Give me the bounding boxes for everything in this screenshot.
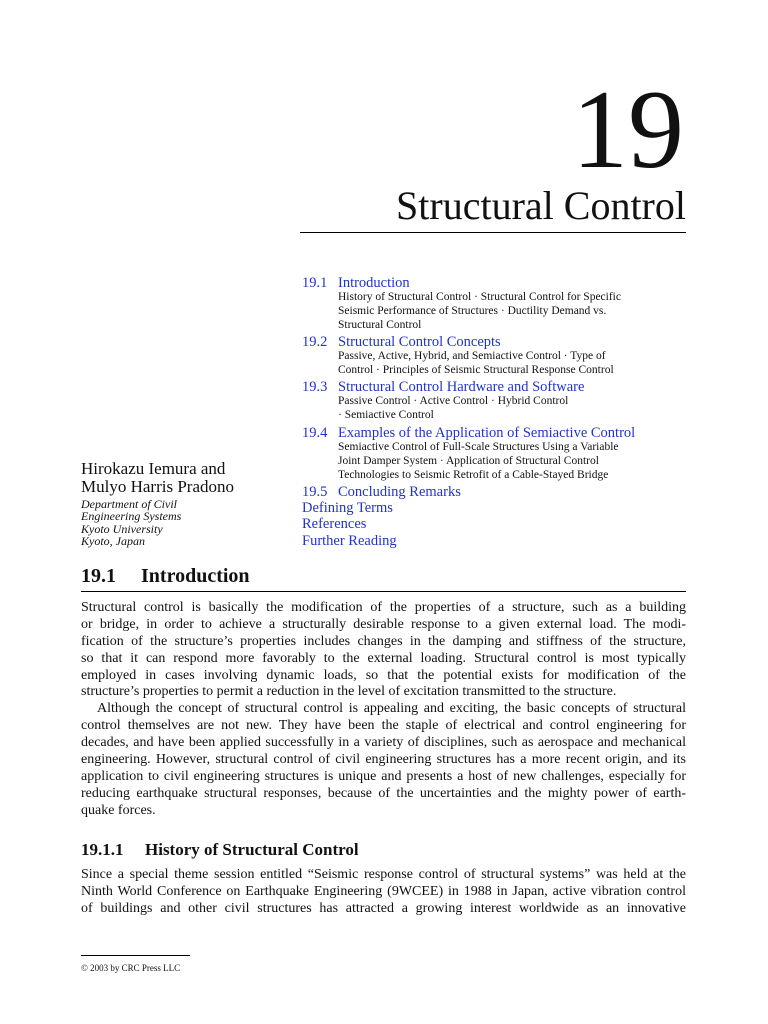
- toc-entry-description: Joint Damper System · Application of Structural Control: [338, 455, 599, 467]
- toc-entry-description: Control · Principles of Seismic Structural Response Control: [338, 364, 614, 376]
- toc-entry-number[interactable]: 19.5: [302, 484, 328, 500]
- section-body: [81, 600, 686, 820]
- toc-entry-concluding-remarks[interactable]: [302, 484, 461, 500]
- toc-entry-description: Seismic Performance of Structures · Ductility Demand vs.: [338, 305, 607, 317]
- toc-entry-description: Technologies to Seismic Retrofit of a Cable-Stayed Bridge: [338, 469, 609, 481]
- toc-entry-number[interactable]: 19.1: [302, 275, 328, 291]
- body-line: control themselves are not new. They have been the staple of electrical and control engineering for: [81, 718, 686, 734]
- toc-entry-number[interactable]: 19.2: [302, 334, 328, 350]
- chapter-number: 19: [572, 68, 684, 192]
- affiliation-line: Kyoto University: [81, 521, 163, 536]
- toc-entry-further-reading[interactable]: Further Reading: [302, 533, 397, 549]
- affiliation-line: Kyoto, Japan: [81, 534, 145, 549]
- toc-entry-defining-terms[interactable]: Defining Terms: [302, 500, 393, 516]
- toc-entry-description: Structural Control: [338, 319, 422, 331]
- chapter-title: Structural Control: [396, 183, 686, 228]
- body-line: employed in cases involving dynamic loads, so that the potential exists for modification of the: [81, 667, 686, 683]
- toc-entry-title[interactable]: Structural Control Concepts: [338, 334, 501, 350]
- body-line: structure’s properties to permit a reduction in the level of excitation transmitted to the structure.: [81, 684, 617, 700]
- section-title: Introduction: [141, 565, 250, 587]
- body-line: application to civil engineering structures is unique and presents a host of new challenges, especially for: [81, 768, 686, 784]
- body-line: Since a special theme session entitled “Seismic response control of structural systems” was held at the: [81, 866, 686, 882]
- body-line: Structural control is basically the modification of the properties of a structure, such as a building: [81, 600, 686, 615]
- toc-entry-description: · Semiactive Control: [338, 409, 434, 421]
- body-line: so that it can respond more favorably to the external loading. Structural control is most typically: [81, 650, 686, 666]
- toc-entry-title[interactable]: Concluding Remarks: [338, 484, 461, 500]
- toc-entry-number[interactable]: 19.4: [302, 425, 328, 441]
- author-names: [81, 460, 234, 496]
- body-line: engineering. However, structural control of civil engineering structures has a more recent origin, and its: [81, 752, 686, 768]
- toc-entry-title[interactable]: Structural Control Hardware and Software: [338, 379, 585, 395]
- author-affiliation: [81, 498, 181, 548]
- author-line: Mulyo Harris Pradono: [81, 477, 234, 496]
- toc-entry-introduction[interactable]: [302, 275, 410, 291]
- body-line: Although the concept of structural control is appealing and exciting, the basic concepts of structural: [97, 701, 686, 717]
- subsection-title: History of Structural Control: [145, 840, 359, 859]
- toc-entry-title[interactable]: Introduction: [338, 275, 410, 291]
- author-line: Hirokazu Iemura and: [81, 459, 226, 478]
- toc-entry-description: Passive Control · Active Control · Hybrid Control: [338, 395, 569, 407]
- title-divider: [300, 232, 686, 233]
- copyright-footnote: © 2003 by CRC Press LLC: [81, 963, 181, 973]
- paragraph: [81, 701, 686, 819]
- toc-entry-number[interactable]: 19.3: [302, 379, 328, 395]
- toc-entry-description: Passive, Active, Hybrid, and Semiactive Control · Type of: [338, 350, 606, 362]
- subsection-heading: [81, 840, 359, 860]
- toc-entry-concepts[interactable]: [302, 334, 501, 350]
- section-heading: [81, 565, 250, 587]
- body-line: of buildings and other civil structures has attracted a growing interest worldwide as an innovative: [81, 901, 686, 917]
- body-line: or bridge, in order to achieve a structurally desirable response to a given external load. The modi-: [81, 616, 686, 632]
- body-line: fication of the structure’s properties includes changes in the damping and stiffness of the structure,: [81, 633, 686, 649]
- toc-entry-examples[interactable]: [302, 425, 635, 441]
- toc-entry-description: History of Structural Control · Structural Control for Specific: [338, 291, 621, 303]
- toc-entry-description: Semiactive Control of Full-Scale Structures Using a Variable: [338, 441, 619, 453]
- body-line: quake forces.: [81, 802, 156, 818]
- subsection-body: [81, 866, 686, 918]
- footnote-divider: [81, 955, 190, 956]
- toc-entry-hardware-software[interactable]: [302, 379, 584, 395]
- toc-entry-references[interactable]: References: [302, 516, 367, 532]
- paragraph: [81, 866, 686, 918]
- affiliation-line: Department of Civil: [81, 496, 177, 511]
- subsection-number: 19.1.1: [81, 840, 124, 859]
- toc-entry-title[interactable]: Examples of the Application of Semiactive Control: [338, 425, 636, 441]
- body-line: reducing earthquake structural responses, because of the uncertainties and the mighty power of earth-: [81, 785, 686, 801]
- paragraph: [81, 600, 686, 701]
- section-number: 19.1: [81, 565, 116, 587]
- body-line: decades, and have been applied successfully in a variety of disciplines, such as aerospace and mechanical: [81, 735, 686, 751]
- section-divider: [81, 591, 686, 592]
- body-line: Ninth World Conference on Earthquake Engineering (9WCEE) in 1988 in Japan, active vibration control: [81, 883, 686, 899]
- affiliation-line: Engineering Systems: [81, 509, 182, 524]
